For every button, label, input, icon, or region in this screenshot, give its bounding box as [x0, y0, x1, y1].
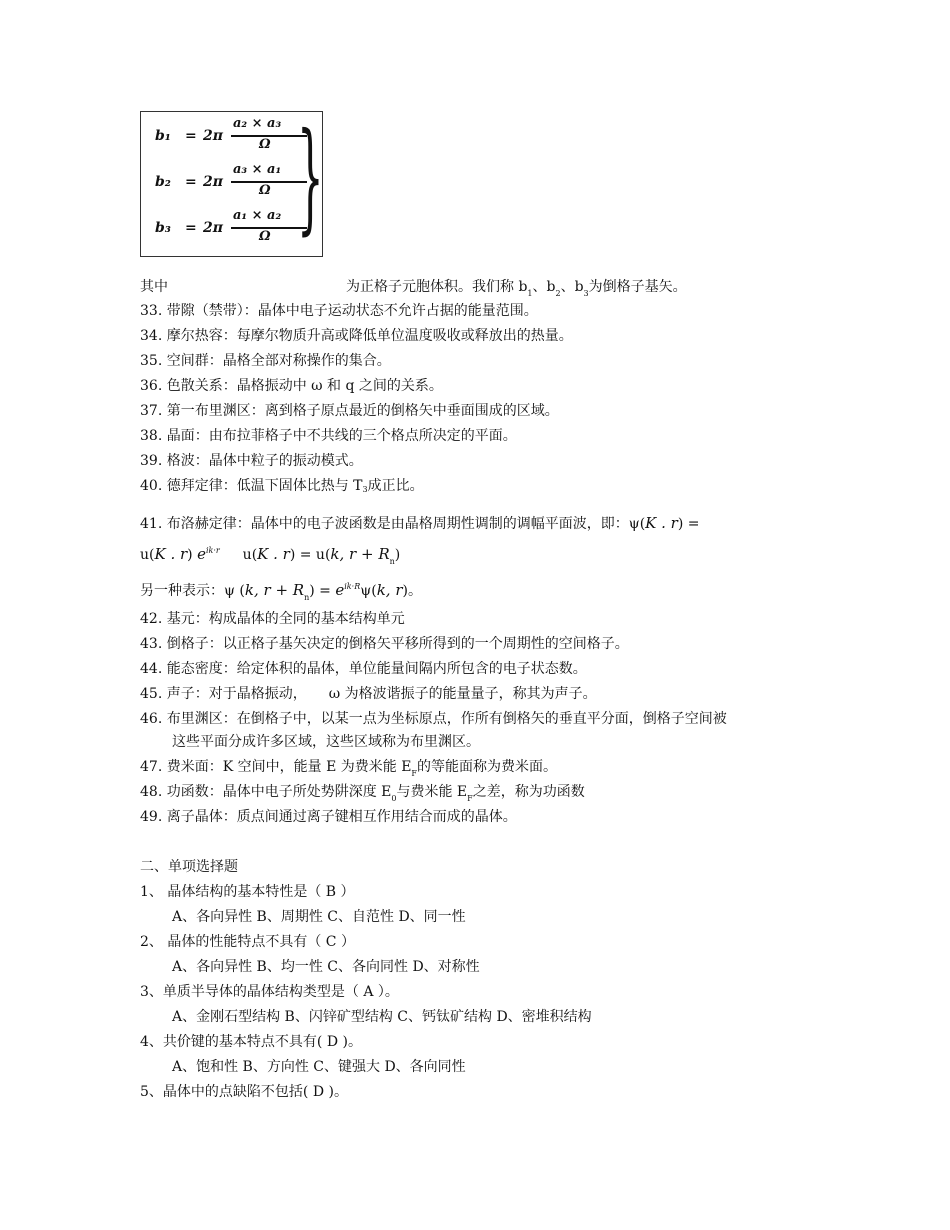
definition-46: 46. 布里渊区：在倒格子中，以某一点为坐标原点，作所有倒格矢的垂直平分面，倒格子空间被	[140, 711, 727, 727]
subscript: 3	[583, 289, 589, 298]
question-2-options: A、各向异性 B、均一性 C、各向同性 D、对称性	[172, 959, 480, 975]
definition-41-formula	[140, 545, 400, 566]
definition-text: 40. 德拜定律：低温下固体比热与 T	[140, 478, 363, 494]
note-text: 为倒格子基矢。	[588, 279, 687, 295]
formula-two-pi: 2π	[203, 174, 223, 190]
definition-41	[140, 514, 700, 533]
math-text: ψ(	[360, 583, 377, 599]
math-expression: k, r + R	[330, 545, 390, 563]
subscript: n	[304, 593, 310, 602]
right-brace: }	[297, 108, 324, 247]
definition-41-alt	[140, 581, 422, 602]
math-text: )。	[402, 583, 422, 599]
formula-numerator: a₁ × a₂	[233, 208, 282, 223]
formula-eq: =	[185, 128, 197, 144]
question-4-options: A、饱和性 B、方向性 C、键强大 D、各向同性	[172, 1059, 466, 1075]
math-text: ) = u(	[289, 547, 331, 563]
note-text: 、b	[532, 279, 556, 295]
reciprocal-basis-note	[140, 278, 687, 298]
math-text: ) =	[309, 583, 331, 599]
subscript: 3	[362, 485, 368, 494]
note-text: 、b	[560, 279, 584, 295]
definition-text: ) =	[677, 516, 700, 532]
definition-35: 35. 空间群：晶格全部对称操作的集合。	[140, 353, 391, 369]
math-text: 另一种表示：ψ (	[140, 583, 245, 599]
question-3-options: A、金刚石型结构 B、闪锌矿型结构 C、钙钛矿结构 D、密堆积结构	[172, 1009, 592, 1025]
definition-text: 41. 布洛赫定律：晶体中的电子波函数是由晶格周期性调制的调幅平面波，即：ψ(	[140, 516, 646, 532]
definition-34: 34. 摩尔热容：每摩尔物质升高或降低单位温度吸收或释放出的热量。	[140, 328, 573, 344]
subscript: F	[467, 794, 473, 803]
definition-33: 33. 带隙（禁带）：晶体中电子运动状态不允许占据的能量范围。	[140, 303, 538, 319]
definition-text: 的等能面称为费米面。	[416, 759, 557, 775]
definition-44: 44. 能态密度：给定体积的晶体，单位能量间隔内所包含的电子状态数。	[140, 661, 587, 677]
formula-numerator: a₂ × a₃	[233, 116, 282, 131]
definition-text: 成正比。	[367, 478, 424, 494]
definition-46-continued: 这些平面分成许多区域，这些区域称为布里渊区。	[172, 734, 480, 750]
math-expression: K . r	[257, 545, 290, 563]
formula-eq: =	[185, 174, 197, 190]
definition-38: 38. 晶面：由布拉菲格子中不共线的三个格点所决定的平面。	[140, 428, 517, 444]
formula-two-pi: 2π	[203, 220, 223, 236]
definition-40	[140, 477, 424, 497]
superscript: ik·r	[205, 546, 220, 555]
definition-text: 之差，称为功函数	[472, 784, 585, 800]
subscript: F	[411, 769, 417, 778]
formula-lhs: b₂	[155, 174, 171, 190]
definition-36: 36. 色散关系：晶格振动中 ω 和 q 之间的关系。	[140, 378, 443, 394]
definition-text: 47. 费米面：K 空间中，能量 E 为费米能 E	[140, 759, 412, 775]
subscript: 0	[391, 794, 397, 803]
formula-lhs: b₁	[155, 128, 171, 144]
math-text: )	[187, 547, 193, 563]
math-expression: k, r	[376, 581, 403, 599]
math-text: u(	[242, 547, 258, 563]
definition-39: 39. 格波：晶体中粒子的振动模式。	[140, 453, 363, 469]
question-5: 5、晶体中的点缺陷不包括( D )。	[140, 1084, 348, 1100]
definition-text: 48. 功函数：晶体中电子所处势阱深度 E	[140, 784, 392, 800]
question-1: 1、 晶体结构的基本特性是（ B ）	[140, 884, 355, 900]
formula-two-pi: 2π	[203, 128, 223, 144]
definition-text: 与费米能 E	[396, 784, 468, 800]
formula-row-b3	[155, 208, 315, 248]
definition-45	[140, 685, 597, 703]
subscript: n	[389, 557, 395, 566]
math-exponential: e	[335, 581, 345, 599]
math-text: )	[394, 547, 401, 563]
definition-37: 37. 第一布里渊区：离到格子原点最近的倒格矢中垂面围成的区域。	[140, 403, 559, 419]
math-text: u(	[140, 547, 155, 563]
formula-denominator: Ω	[259, 137, 271, 152]
formula-denominator: Ω	[259, 183, 271, 198]
definition-49: 49. 离子晶体：质点间通过离子键相互作用结合而成的晶体。	[140, 809, 517, 825]
definition-text: 45. 声子：对于晶格振动，	[140, 686, 307, 702]
definition-43: 43. 倒格子：以正格子基矢决定的倒格矢平移所得到的一个周期性的空间格子。	[140, 636, 629, 652]
math-expression: k, r + R	[244, 581, 305, 599]
subscript: 1	[527, 289, 533, 298]
math-expression: K . r	[645, 514, 678, 532]
note-text: 为正格子元胞体积。我们称 b	[346, 279, 528, 295]
section-heading: 二、单项选择题	[140, 859, 238, 875]
definition-47	[140, 758, 557, 778]
question-2: 2、 晶体的性能特点不具有（ C ）	[140, 934, 355, 950]
formula-row-b2	[155, 162, 315, 202]
superscript: ik·R	[344, 582, 361, 591]
question-4: 4、共价键的基本特点不具有( D )。	[140, 1034, 362, 1050]
definition-48	[140, 783, 585, 803]
formula-denominator: Ω	[259, 229, 271, 244]
question-3: 3、单质半导体的晶体结构类型是（ A ）。	[140, 984, 399, 1000]
math-exponential: e	[197, 545, 206, 563]
formula-numerator: a₃ × a₁	[233, 162, 282, 177]
reciprocal-basis-formula	[140, 108, 324, 257]
question-1-options: A、各向异性 B、周期性 C、自范性 D、同一性	[172, 909, 466, 925]
definition-text: ω 为格波谐振子的能量量子，称其为声子。	[328, 686, 597, 702]
definition-42: 42. 基元：构成晶体的全同的基本结构单元	[140, 611, 405, 627]
formula-lhs: b₃	[155, 220, 171, 236]
formula-row-b1	[155, 116, 315, 156]
subscript: 2	[555, 289, 561, 298]
note-text: 其中	[140, 279, 168, 295]
math-expression: K . r	[154, 545, 188, 563]
formula-eq: =	[185, 220, 197, 236]
